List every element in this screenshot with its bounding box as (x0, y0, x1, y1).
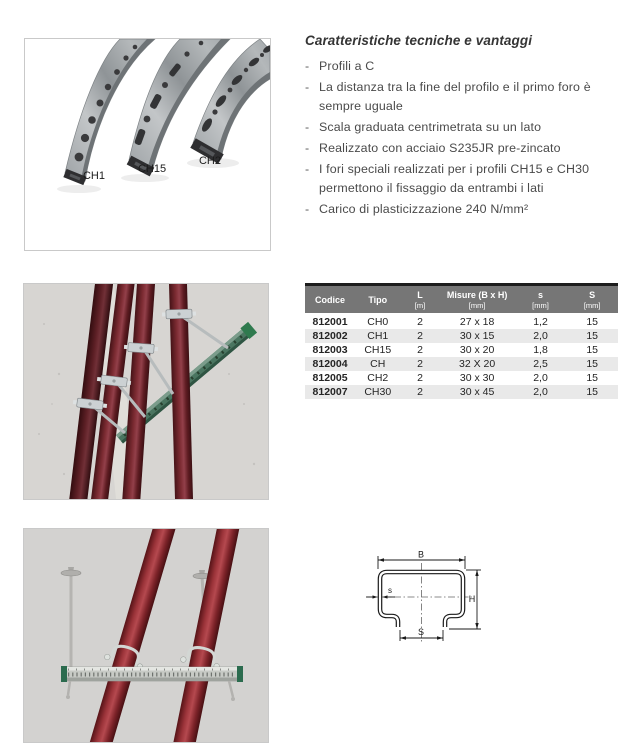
photo-ceiling-pipes (23, 528, 269, 743)
spec-table-head (305, 285, 618, 315)
table-header-cell: s [mm] (515, 285, 567, 315)
table-cell: 2 (417, 316, 423, 328)
table-cell: CH2 (367, 372, 389, 384)
table-header-row (305, 285, 618, 315)
table-cell: 15 (586, 372, 598, 384)
table-cell: 812003 (312, 344, 348, 356)
profile-label-ch15: CH15 (137, 163, 167, 175)
profile-cross-section-diagram (363, 548, 530, 665)
shadow (121, 174, 169, 182)
table-header-cell: L [m] (400, 285, 439, 315)
bullet-dash: - (305, 120, 310, 134)
table-cell: 812001 (312, 316, 348, 328)
photo-wall-pipes (23, 283, 269, 500)
bolt-end (231, 697, 235, 701)
table-cell: CH15 (364, 344, 392, 356)
feature-text: Scala graduata centrimetrata su un lato (319, 120, 542, 134)
bullet-dash: - (305, 162, 310, 176)
features-list (305, 57, 618, 219)
table-cell: 2,0 (533, 386, 548, 398)
photo-c-profiles (24, 38, 271, 251)
feature-text: Realizzato con acciaio S235JR pre-zincato (319, 141, 561, 155)
feature-item (305, 200, 618, 219)
table-cell: 30 x 20 (459, 344, 495, 356)
table-cell: 15 (586, 386, 598, 398)
table-row (305, 357, 618, 371)
feature-text: Profili a C (319, 59, 375, 73)
table-cell: 27 x 18 (459, 316, 495, 328)
spec-table (305, 283, 618, 399)
table-header-cell: S [mm] (566, 285, 618, 315)
bullet-dash: - (305, 80, 310, 94)
table-cell: 2,0 (533, 372, 548, 384)
table-row (305, 314, 618, 329)
table-cell: 2 (417, 330, 423, 342)
feature-item (305, 57, 618, 76)
ceiling-pipes-illustration (24, 529, 268, 742)
table-row (305, 371, 618, 385)
table-cell: 1,8 (533, 344, 548, 356)
shadow (57, 185, 101, 193)
table-header-cell: Codice (305, 285, 355, 315)
rail-end-cap (61, 666, 67, 682)
table-row (305, 385, 618, 399)
table-body (305, 314, 618, 399)
table-cell: 2 (417, 372, 423, 384)
table-cell: 15 (586, 358, 598, 370)
ceiling-flange (61, 570, 81, 576)
c-profiles-illustration (25, 39, 270, 250)
table-cell: 2,0 (533, 330, 548, 342)
wall-pipes-illustration (24, 284, 268, 499)
features-section (305, 33, 618, 221)
table-cell: 30 x 15 (459, 330, 495, 342)
table-cell: 2 (417, 344, 423, 356)
table-cell: 30 x 45 (459, 386, 495, 398)
table-header-cell: Tipo (355, 285, 400, 315)
feature-item (305, 118, 618, 137)
feature-item (305, 139, 618, 158)
features-title: Caratteristiche tecniche e vantaggi (305, 33, 533, 48)
table-cell: 30 x 30 (459, 372, 495, 384)
table-cell: 15 (586, 344, 598, 356)
table-header-cell: Misure (B x H) [mm] (440, 285, 515, 315)
table-cell: 2 (417, 358, 423, 370)
table-cell: 32 X 20 (459, 358, 496, 370)
profile-label-ch1: CH1 (82, 170, 106, 182)
table-cell: 812007 (312, 386, 348, 398)
dim-label-S: S (417, 627, 425, 637)
dim-label-H: H (468, 594, 476, 604)
graduated-rail (61, 666, 243, 682)
table-cell: CH30 (364, 386, 392, 398)
table-cell: CH (370, 358, 386, 370)
table-cell: 812004 (312, 358, 348, 370)
cross-section-drawing (363, 548, 530, 660)
dim-label-s: s (388, 586, 392, 595)
feature-text: La distanza tra la fine del profilo e il primo foro è sempre uguale (319, 80, 591, 113)
table-cell: 2,5 (533, 358, 548, 370)
table-cell: CH0 (367, 316, 389, 328)
feature-text: I fori speciali realizzati per i profili CH15 e CH30 permettono il fissaggio da entrambi i lati (319, 162, 590, 195)
table-row (305, 329, 618, 343)
table-row (305, 343, 618, 357)
feature-text: Carico di plasticizzazione 240 N/mm² (319, 202, 529, 216)
table-cell: 15 (586, 316, 598, 328)
table-cell: 15 (586, 330, 598, 342)
table-cell: 2 (417, 386, 423, 398)
table-cell: 812005 (312, 372, 348, 384)
bullet-dash: - (305, 59, 310, 73)
table-cell: 1,2 (533, 316, 548, 328)
table-cell: CH1 (367, 330, 389, 342)
profile-label-ch2: CH2 (198, 155, 222, 167)
bullet-dash: - (305, 202, 310, 216)
feature-item (305, 78, 618, 116)
bullet-dash: - (305, 141, 310, 155)
bolt-end (66, 695, 70, 699)
rail-end-cap (237, 666, 243, 682)
feature-item (305, 160, 618, 198)
table-cell: 812002 (312, 330, 348, 342)
dim-label-B: B (417, 549, 425, 560)
